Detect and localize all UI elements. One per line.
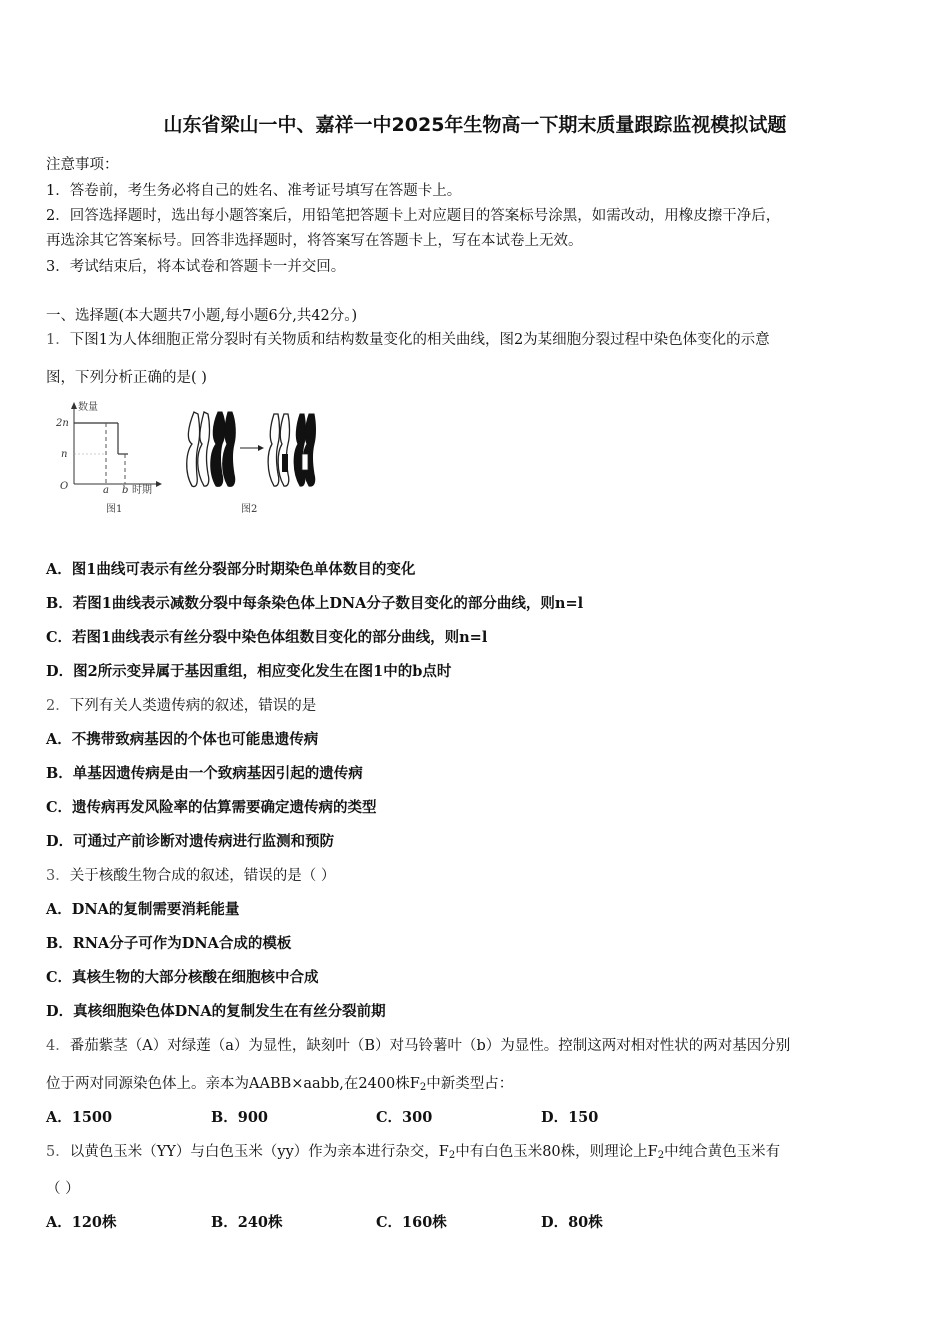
q1-option-b: B．若图1曲线表示减数分裂中每条染色体上DNA分子数目变化的部分曲线，则n=l [46, 595, 584, 612]
section-heading: 一、选择题(本大题共7小题,每小题6分,共42分。) [46, 308, 358, 324]
q3-option-a: A．DNA的复制需要消耗能量 [46, 901, 240, 918]
q4-option-a: A．1500 [46, 1109, 113, 1126]
notice-item: 3．考试结束后，将本试卷和答题卡一并交回。 [46, 259, 346, 275]
figure1-xlabel: 时期 [132, 485, 152, 496]
q1-option-a: A．图1曲线可表示有丝分裂部分时期染色单体数目的变化 [46, 561, 416, 578]
question-text: 下列有关人类遗传病的叙述，错误的是 [69, 698, 317, 714]
question-2 [46, 694, 316, 715]
q4-option-c: C．300 [376, 1109, 433, 1126]
question-5-line1 [46, 1140, 780, 1161]
question-text: 中新类型占： [426, 1076, 514, 1092]
q3-option-b: B．RNA分子可作为DNA合成的模板 [46, 935, 292, 952]
figure1-tick-n: n [61, 449, 68, 460]
question-4-line1 [46, 1034, 790, 1055]
question-number: 1． [46, 332, 70, 348]
question-number: 3． [46, 868, 70, 884]
question-1-line2: 图，下列分析正确的是( ) [46, 370, 207, 386]
subscript: 2 [448, 1150, 456, 1161]
q2-option-b: B．单基因遗传病是由一个致病基因引起的遗传病 [46, 765, 363, 782]
q2-option-a: A．不携带致病基因的个体也可能患遗传病 [46, 731, 319, 748]
notice-item: 2．回答选择题时，选出每小题答案后，用铅笔把答题卡上对应题目的答案标号涂黑，如需改动，用橡皮擦干净后， [46, 208, 781, 224]
q1-option-c: C．若图1曲线表示有丝分裂中染色体组数目变化的部分曲线，则n=l [46, 629, 488, 646]
subscript: 2 [419, 1082, 427, 1093]
notice-item: 再选涂其它答案标号。回答非选择题时，将答案写在答题卡上，写在本试卷上无效。 [46, 233, 583, 249]
q2-option-d: D．可通过产前诊断对遗传病进行监测和预防 [46, 833, 335, 850]
q1-option-d: D．图2所示变异属于基因重组，相应变化发生在图1中的b点时 [46, 663, 452, 680]
question-5-line2: （ ） [46, 1181, 80, 1197]
q3-option-c: C．真核生物的大部分核酸在细胞核中合成 [46, 969, 319, 986]
question-text: 位于两对同源染色体上。亲本为AABB×aabb,在2400株F [46, 1076, 420, 1092]
q4-option-b: B．900 [211, 1109, 269, 1126]
question-text: 下图1为人体细胞正常分裂时有关物质和结构数量变化的相关曲线，图2为某细胞分裂过程中染色体变化的示意 [69, 332, 770, 348]
q5-option-a: A．120株 [46, 1214, 117, 1231]
figure2-caption: 图2 [241, 504, 258, 515]
figure1-tick-a: a [103, 485, 109, 496]
figure1-tick-b: b [122, 485, 129, 496]
figure1-caption: 图1 [106, 504, 123, 515]
figure1-origin: O [60, 481, 69, 492]
question-text: 中纯合黄色玉米有 [664, 1144, 781, 1160]
question-number: 5． [46, 1144, 70, 1160]
question-text: 以黄色玉米（YY）与白色玉米（yy）作为亲本进行杂交，F [69, 1144, 449, 1160]
q5-option-d: D．80株 [541, 1214, 603, 1231]
question-1-figure [46, 392, 336, 522]
figure1-graph [55, 400, 162, 515]
q5-option-b: B．240株 [211, 1214, 283, 1231]
q3-option-d: D．真核细胞染色体DNA的复制发生在有丝分裂前期 [46, 1003, 386, 1020]
question-4-line2 [46, 1072, 513, 1093]
subscript: 2 [657, 1150, 665, 1161]
question-text: 中有白色玉米80株，则理论上F [455, 1144, 658, 1160]
question-number: 4． [46, 1038, 70, 1054]
figure1-ylabel: 数量 [78, 402, 98, 413]
q5-option-c: C．160株 [376, 1214, 447, 1231]
question-text: 番茄紫茎（A）对绿莲（a）为显性，缺刻叶（B）对马铃薯叶（b）为显性。控制这两对相对性状的两对基因分别 [69, 1038, 791, 1054]
notice-heading: 注意事项： [46, 157, 119, 173]
q2-option-c: C．遗传病再发风险率的估算需要确定遗传病的类型 [46, 799, 377, 816]
question-3 [46, 864, 335, 885]
question-text: 关于核酸生物合成的叙述，错误的是（ ） [69, 868, 336, 884]
question-number: 2． [46, 698, 70, 714]
notice-item: 1．答卷前，考生务必将自己的姓名、准考证号填写在答题卡上。 [46, 183, 462, 199]
figure2-chromosomes [187, 412, 316, 515]
q4-option-d: D．150 [541, 1109, 599, 1126]
figure1-tick-2n: 2n [56, 418, 69, 429]
page-title: 山东省梁山一中、嘉祥一中2025年生物高一下期末质量跟踪监视模拟试题 [163, 114, 787, 136]
question-1-line1 [46, 328, 770, 349]
